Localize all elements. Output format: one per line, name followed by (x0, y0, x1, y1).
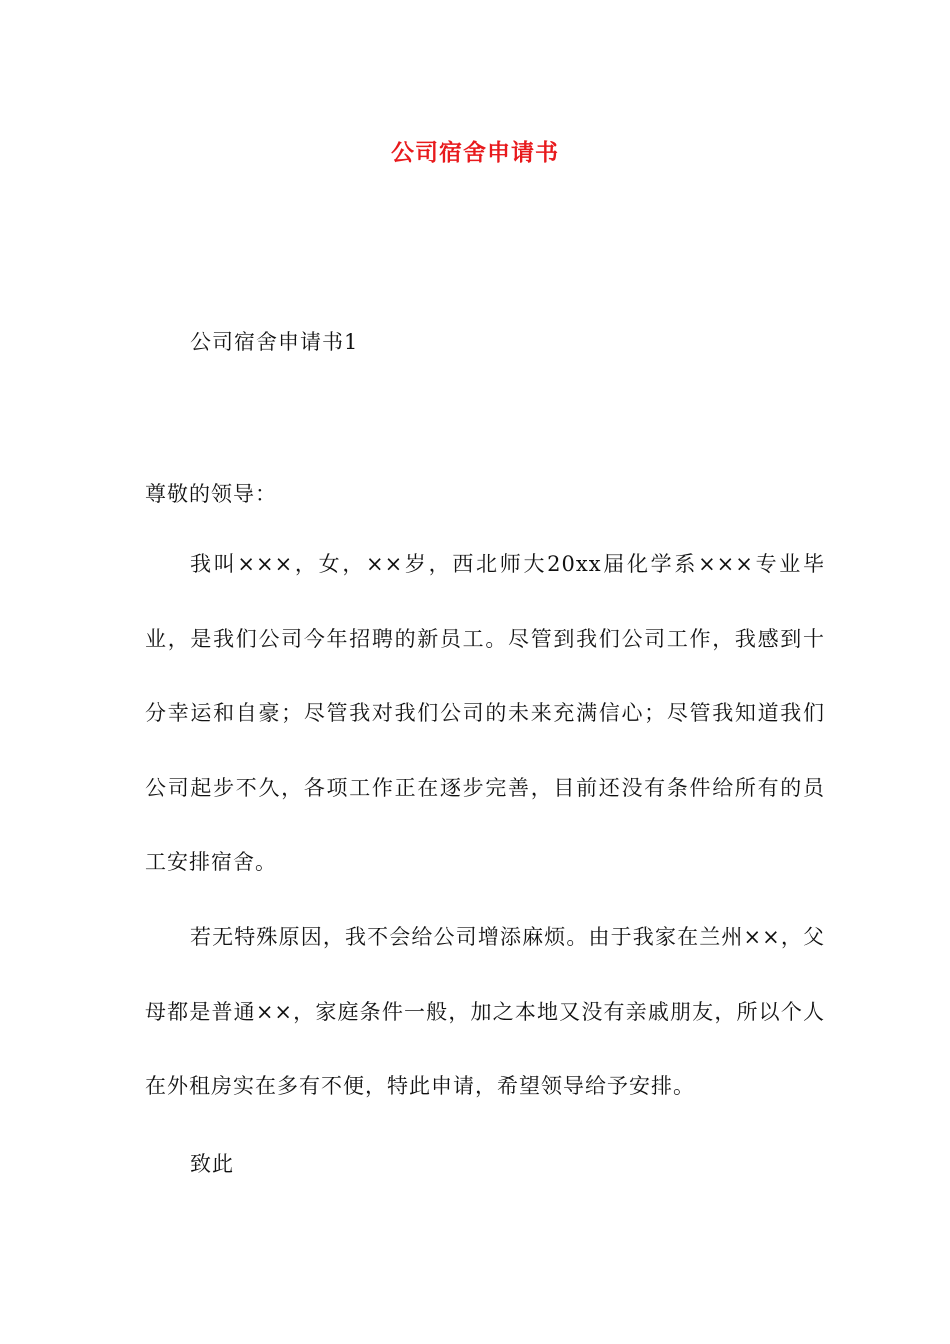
salutation: 尊敬的领导： (145, 482, 277, 506)
document-subtitle: 公司宿舍申请书1 (190, 330, 359, 354)
body-paragraph: 我叫×××，女，××岁，西北师大20xx届化学系×××专业毕业，是我们公司今年招聘的新员工。尽管到我们公司工作，我感到十分幸运和自豪；尽管我对我们公司的未来充满信心；尽管我知道我们公司起步不久，各项工作正在逐步完善，目前还没有条件给所有的员工安排宿舍。 (145, 552, 825, 874)
closing-text: 致此 (190, 1152, 234, 1176)
document-title: 公司宿舍申请书 (391, 140, 559, 166)
body-paragraph: 若无特殊原因，我不会给公司增添麻烦。由于我家在兰州××，父母都是普通××，家庭条件一般，加之本地又没有亲戚朋友，所以个人在外租房实在多有不便，特此申请，希望领导给予安排。 (145, 925, 825, 1098)
